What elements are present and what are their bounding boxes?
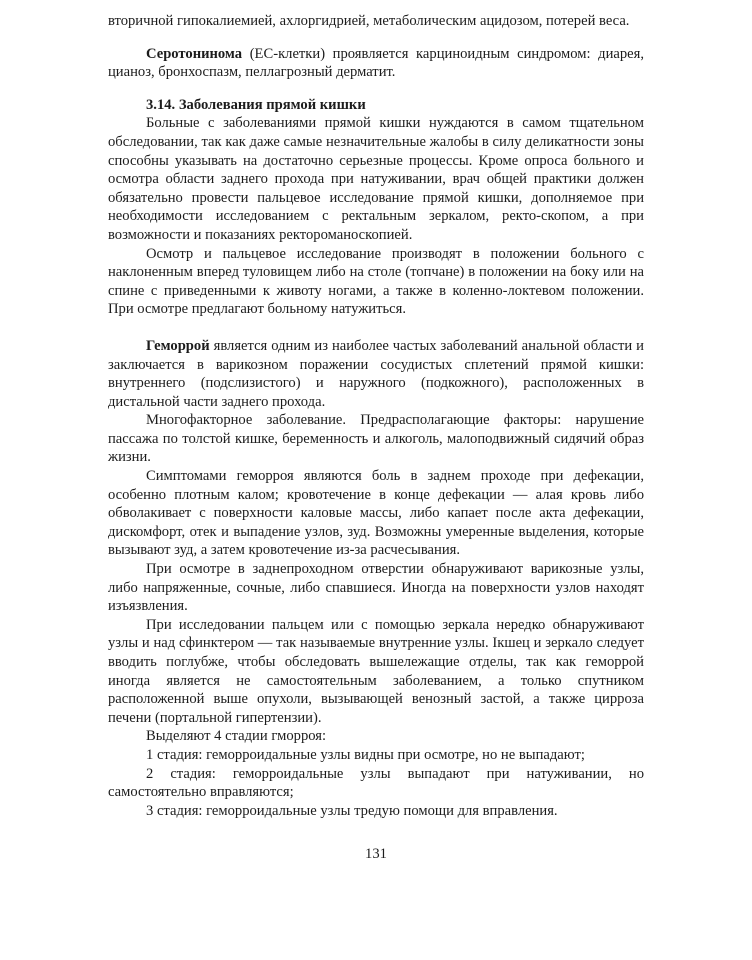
rectum-paragraph-1: Больные с заболеваниями прямой кишки нуждаются в самом тщательном обследовании, так как даже самые незначительные жалобы в силу деликатности зоны способны указывать на достаточно серьезные процессы. Кроме опроса больного и осмотра области заднего прохода при натуживании, врач общей практики должен обязательно провести пальцевое исследование прямой кишки, дополняемое при необходимости исследованием с ректальным зеркалом, ректо-скопом, а при возможности и показаниях ректороманоскопией. xyxy=(108,115,644,243)
stages-intro: Выделяют 4 стадии гморроя: xyxy=(146,728,327,745)
palpation-paragraph: При исследовании пальцем или с помощью зеркала нередко обнаруживают узлы и над сфинктером — так называемые внутренние узлы. Iкшец и зеркало следует вводить поглубже, чтобы обследовать вышележащие отделы, так как геморрой иногда является не самостоятельным заболеванием, а только спутником расположенной выше опухоли, вызывающей венозный застой, а также цирроза печени (портальной гипертензии). xyxy=(108,616,644,726)
spacer xyxy=(108,82,644,96)
factors-paragraph: Многофакторное заболевание. Предрасполагающие факторы: нарушение пассажа по толстой кишке, беременность и алкоголь, малоподвижный сидячий образ жизни. xyxy=(108,412,644,466)
symptoms-paragraph: Симптомами геморроя являются боль в заднем проходе при дефекации, особенно плотным калом; кровотечение в конце дефекации — алая кровь либо обволакивает с поверхности каловые массы, либо капает после акта дефекации, дискомфорт, отек и выпадение узлов, зуд. Возможны умеренные выделения, которые вызывают зуд, а затем кровотечение из-за расчесывания. xyxy=(108,468,644,559)
rectum-paragraph-2: Осмотр и пальцевое исследование производят в положении больного с наклоненным вперед туловищем либо на столе (топчане) в положении на боку или на спине с приведенными к животу ногами, а также в коленно-локтевом положении. При осмотре предлагают больному натужиться. xyxy=(108,245,644,318)
spacer xyxy=(108,319,644,337)
serotoninoma-term: Серотонинома xyxy=(146,45,243,62)
stage-item: 3 стадия: геморроидальные узлы тредую помощи для вправления. xyxy=(146,802,558,819)
serotoninoma-text: (ЕС-клетки) проявляется карциноидным синдромом: диарея, цианоз, бронхоспазм, пеллагрозный дерматит. xyxy=(108,45,644,81)
stage-item: 2 стадия: геморроидальные узлы выпадают при натуживании, но самостоятельно вправляются; xyxy=(108,765,644,801)
page-number: 131 xyxy=(365,846,387,862)
stage-item: 1 стадия: геморроидальные узлы видны при осмотре, но не выпадают; xyxy=(146,746,585,763)
serotoninoma-paragraph xyxy=(108,45,644,82)
exam-paragraph: При осмотре в заднепроходном отверстии обнаруживают варикозные узлы, либо напряженные, сочные, либо спавшиеся. Иногда на поверхности узлов находят изъязвления. xyxy=(108,561,644,615)
hemorrhoid-text: является одним из наиболее частых заболеваний анальной области и заключается в варикозном поражении сосудистых сплетений прямой кишки: внутреннего (подслизистого) и наружного (подкожного), расположенных в дистальной части заднего прохода. xyxy=(108,337,644,410)
spacer xyxy=(108,31,644,45)
section-heading: 3.14. Заболевания прямой кишки xyxy=(146,96,366,113)
document-page xyxy=(108,12,644,820)
hemorrhoid-paragraph xyxy=(108,337,644,411)
intro-paragraph: вторичной гипокалиемией, ахлоргидрией, метаболическим ацидозом, потерей веса. xyxy=(108,13,630,29)
hemorrhoid-term: Геморрой xyxy=(146,337,210,354)
